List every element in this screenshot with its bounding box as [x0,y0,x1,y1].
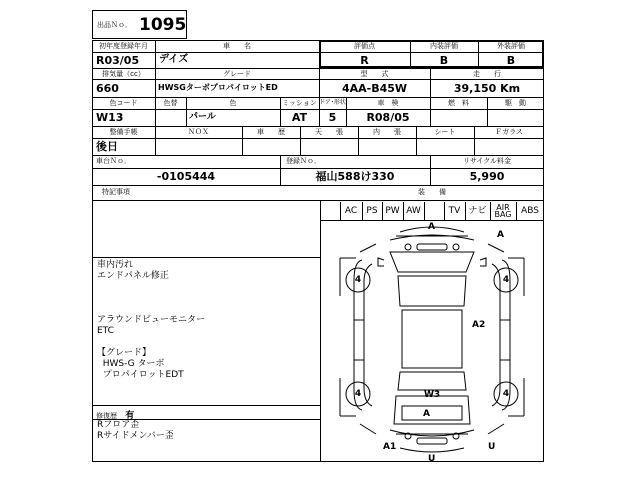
label-history: 車 歴 [257,128,285,136]
equip-airbag: AIR BAG [490,202,517,220]
mark-rear-right-u: U [488,442,496,452]
mark-a1: A2 [472,320,486,330]
label-remarks: 特記事項 [102,188,130,196]
label-service: 整備手帳 [109,128,138,136]
tire-front-right: 4 [502,275,510,285]
label-doors: ドア･形状 [319,99,346,106]
label-nox: ＮＯＸ [188,128,209,136]
mark-front-a: A [428,222,435,232]
equip-tv: TV [444,202,466,220]
tire-front-left: 4 [354,275,362,285]
car-diagram [320,220,544,462]
label-drive: 駆 動 [505,99,526,107]
value-service: 後日 [96,140,118,153]
value-car-name: デイズ [159,54,189,65]
value-interior: B [439,54,449,67]
label-chassis: 車台Ｎｏ． [96,157,131,165]
label-roof: 天 張 [315,128,343,136]
label-mileage: 走 行 [473,70,501,78]
equip-pw: PW [382,202,404,220]
label-recycle: リサイクル料金 [462,157,512,165]
label-interior-trim: 内 張 [373,128,401,136]
value-repair: 有 [125,411,135,421]
remarks-text: 車内汚れ エンドパネル修正 アラウンドビューモニター ETC 【グレード】 HWS-G ターボ プロパイロットEDT [97,260,206,380]
equip-abs: ABS [521,205,539,216]
tire-rear-right: 4 [502,389,510,399]
label-first-reg: 初年度登録年月 [99,42,148,50]
label-transmission: ミッション [282,99,317,107]
value-first-reg: R03/05 [96,54,140,67]
value-exterior: B [506,54,516,67]
label-model: 型 式 [360,70,389,78]
label-glass: Ｆガラス [495,128,523,136]
label-seat: シート [434,128,456,136]
lot-number: 1095 [139,15,187,35]
value-grade: HWSGターボプロパイロットED [158,83,278,92]
label-color: 色 [229,99,237,107]
label-score: 評価点 [354,42,375,50]
mark-w3: A [423,409,430,419]
equip-blank [320,202,341,220]
lot-label: 出品Ｎｏ． [97,21,132,29]
label-repair-text: 修復歴 [96,412,117,420]
value-color-code: W13 [96,111,124,124]
value-doors: 5 [328,111,337,124]
lot-box [92,10,187,39]
label-grade: グレード [223,70,251,78]
value-color: パール [189,112,216,122]
value-transmission: AT [291,111,308,124]
label-displacement: 排気量（cc） [102,70,145,78]
label-exterior: 外装評価 [497,42,525,50]
label-color-change: 色替 [163,99,178,107]
value-chassis: -0105444 [156,170,216,183]
value-model: 4AA-B45W [341,82,408,95]
equip-empty [424,202,445,220]
tire-rear-left: 4 [354,389,362,399]
mark-front-right-a: A [497,230,504,240]
equip-ac: AC [340,202,363,220]
label-plate: 登録Ｎｏ． [286,157,321,165]
mark-rear-left-a: A1 [383,442,397,452]
equip-ps: PS [362,202,383,220]
label-inspection: 車 検 [377,99,399,107]
value-inspection: R08/05 [366,111,410,124]
value-score: R [360,54,369,67]
mark-a2: W3 [424,390,441,400]
label-car-name: 車 名 [223,42,251,50]
value-mileage: 39,150 Km [453,82,521,95]
label-color-code: 色コード [109,99,138,107]
value-recycle: 5,990 [469,170,505,183]
value-displacement: 660 [96,82,119,95]
repair-text: Rフロア歪 Rサイドメンバー歪 [97,420,174,441]
label-fuel: 燃 料 [448,99,469,107]
value-plate: 福山588け330 [315,170,395,183]
equip-aw: AW [403,202,425,220]
label-interior: 内装評価 [430,42,458,50]
mark-rear-u: U [428,454,436,464]
equip-navi: ナビ [465,202,491,220]
label-equipment: 装 備 [418,188,446,196]
